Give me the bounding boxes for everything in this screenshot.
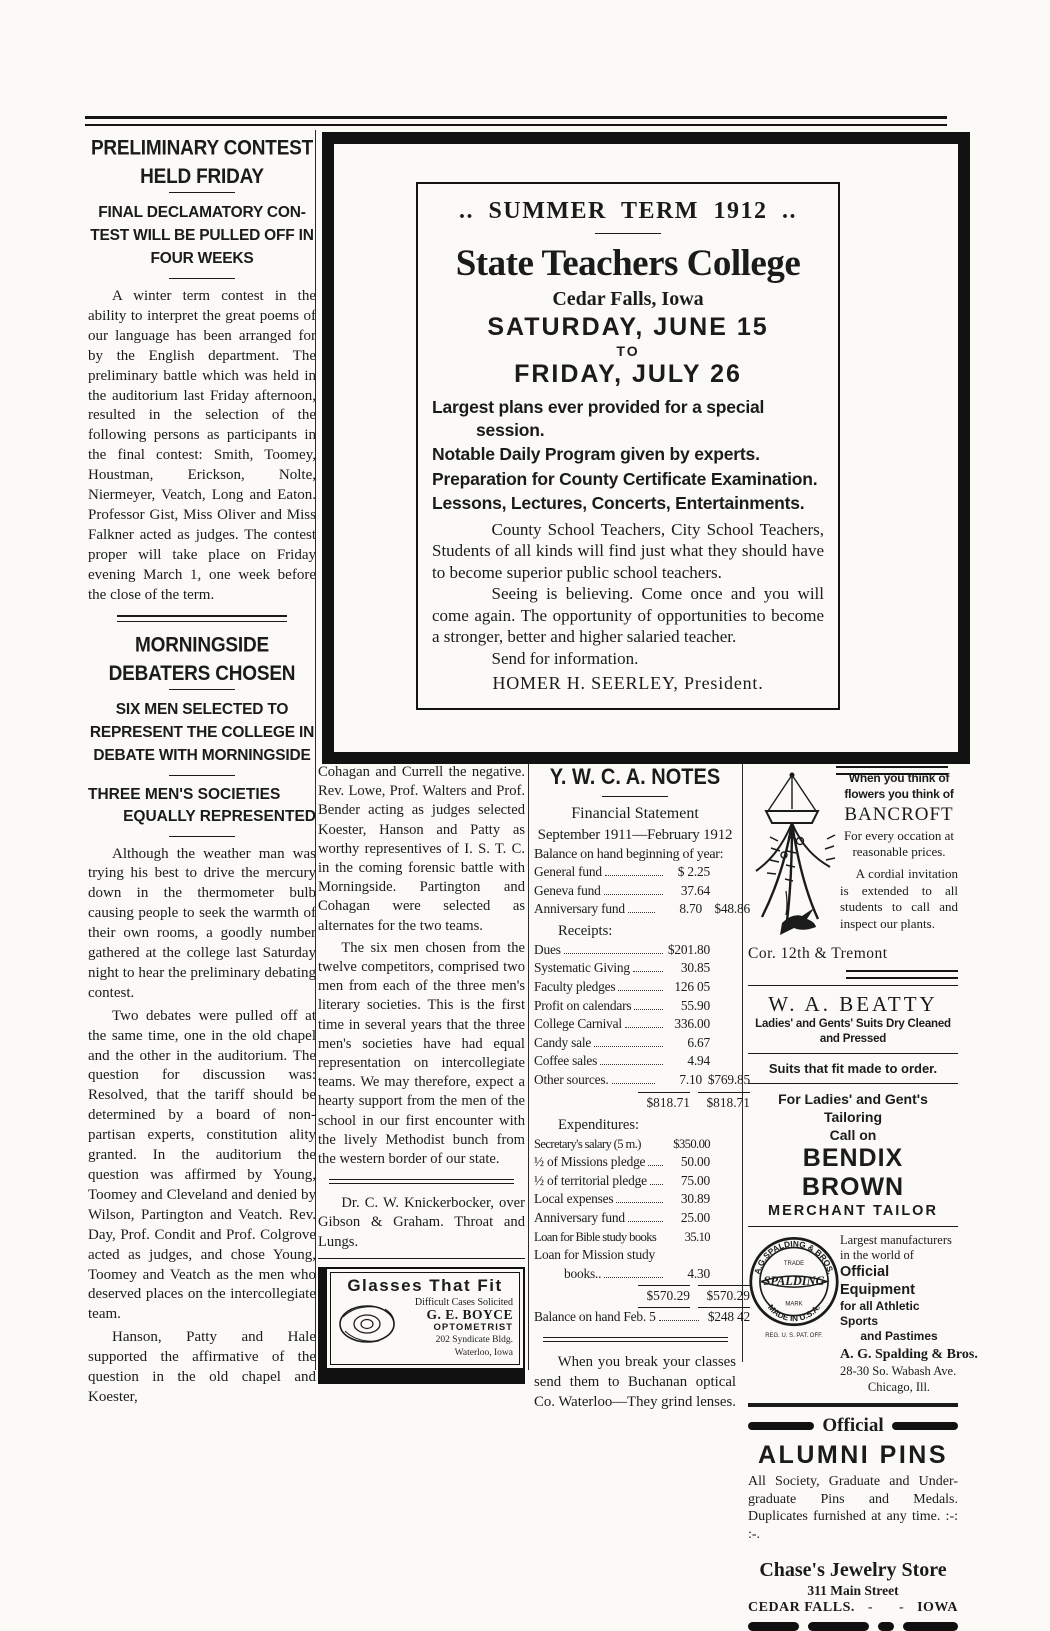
- amount-col-a: 7.10: [679, 1071, 702, 1087]
- dot-leader: [628, 912, 655, 913]
- beatty-line2: and Pressed: [819, 1033, 887, 1045]
- beatty-subline: Suits that fit made to order.: [768, 1061, 938, 1076]
- dot-leader: [605, 875, 663, 876]
- glasses-address1: 202 Syndicate Bldg.: [435, 1335, 513, 1346]
- dot-leader: [625, 1027, 663, 1028]
- article1-headline: PRELIMINARY CONTEST HELD FRIDAY: [90, 136, 314, 189]
- dash: -: [867, 1600, 874, 1615]
- dot-leader: [604, 894, 663, 895]
- glasses-ad-content: [337, 1297, 513, 1360]
- dot-leader: [616, 1202, 663, 1203]
- amount-col-a: 75.00: [680, 1172, 710, 1188]
- double-divider: [117, 615, 287, 622]
- row-label: Profit on calendars: [534, 997, 632, 1013]
- alumni-body: All Society, Graduate and Under-graduate Pins and Medals. Duplicates furnished at any time. :-: :-.: [748, 1474, 958, 1542]
- ad-paragraph: County School Teachers, City School Teachers, Students of all kinds will find just what they should have to become superior public school teachers.: [432, 519, 824, 582]
- amount-col-a: 6.67: [687, 1034, 710, 1050]
- store-city-row: [748, 1600, 958, 1616]
- financial-row: [534, 1228, 736, 1247]
- divider: [169, 775, 235, 776]
- article2-continuation-para2: The six men chosen from the twelve competitors, comprised two men from each of the three men's literary societies. This is the first time in several years that the three men's societies have had equal representation on intercollegiate teams. We may therefore, expect a hearty support from the men of the school in our first encounter with the lively Methodist bunch from the western border of our state.: [318, 939, 525, 1168]
- row-label: College Carnival: [534, 1016, 622, 1032]
- row-label: Secretary's salary (5 m.): [534, 1136, 641, 1151]
- bancroft-ad: [748, 771, 958, 939]
- official-label: Official: [822, 1415, 884, 1436]
- financial-row: [534, 1190, 736, 1209]
- row-label: Coffee sales: [534, 1053, 598, 1069]
- page-top-rule: [85, 116, 947, 126]
- row-label: ½ of Missions pledge: [534, 1154, 646, 1170]
- subhead2-line2: EQUALLY REPRESENTED: [123, 807, 316, 825]
- expenditure-rows: [534, 1135, 736, 1284]
- financial-row: [534, 1052, 736, 1071]
- shell-illustration: [337, 1297, 403, 1347]
- glasses-ad-face: [330, 1272, 520, 1366]
- dot-leader: [594, 1046, 663, 1047]
- rule: [748, 985, 958, 986]
- column-2: [318, 763, 525, 1384]
- dot-leader: [659, 1320, 699, 1321]
- bancroft-body: A cordial invitation is extended to all students to call and inspect our plants.: [840, 866, 958, 931]
- bancroft-name: BANCROFT: [844, 804, 954, 825]
- divider: [169, 836, 235, 837]
- ad-bullet-points: [432, 396, 824, 515]
- spalding-company: A. G. Spalding & Bros.: [840, 1347, 978, 1362]
- closing-balance-label: Balance on hand Feb. 5: [534, 1309, 656, 1325]
- divider: [169, 192, 235, 193]
- amount-col-a: $201.80: [667, 941, 710, 957]
- amount-col-a: 30.85: [680, 960, 710, 976]
- row-label: General fund: [534, 864, 602, 879]
- amount-col-a: 336.00: [674, 1016, 710, 1032]
- spalding-pastimes: and Pastimes: [860, 1329, 938, 1343]
- left-column: [88, 134, 316, 1411]
- optometrist-name: G. E. BOYCE: [426, 1307, 513, 1323]
- financial-row: [534, 1135, 736, 1154]
- ad-signature: HOMER H. SEERLEY, President.: [492, 672, 764, 693]
- financial-row: [534, 1209, 736, 1228]
- double-divider: [543, 1337, 728, 1342]
- row-label: books..: [564, 1265, 602, 1281]
- dot-leader: [633, 971, 663, 972]
- glasses-ad-title: Glasses That Fit: [347, 1275, 503, 1295]
- ad-point: Largest plans ever provided for a special session.: [432, 397, 765, 440]
- ywca-column: [534, 763, 750, 1415]
- column-rule-mid: [528, 762, 529, 1370]
- ad-point: Notable Daily Program given by experts.: [432, 444, 760, 464]
- row-label: Loan for Mission study: [534, 1247, 655, 1263]
- store-state: IOWA: [917, 1600, 958, 1615]
- article1-body: A winter term contest in the ability to interpret the great poems of our language has been arranged for by the English department. The preliminary battle which was held in the auditorium last Friday afternoon, resulted in the selection of the following persons as participants in the final contest: Smith, Toomey, Houstman, Erickson, Nolte, Niermeyer, Veatch, Long and Eaton. Professor Gist, Miss Oliver and Miss Falkner acted as judges. The contest proper will take place on Friday evening March 1, one week before the close of the term.: [88, 288, 316, 603]
- article2-para3: Hanson, Patty and Hale supported the affirmative of the question in the old chapel and Koester,: [88, 1329, 316, 1405]
- total-col-a: $570.29: [638, 1285, 690, 1308]
- bottom-segmented-bar: [748, 1622, 958, 1631]
- beatty-line1: Ladies' and Gents' Suits Dry Cleaned: [755, 1018, 951, 1030]
- amount-col-a: $350.00: [673, 1136, 710, 1151]
- store-city: CEDAR FALLS.: [748, 1600, 855, 1615]
- financial-row: [534, 978, 736, 997]
- spalding-line1: Largest manufacturers in the world of: [840, 1233, 952, 1262]
- summer-term-ad: [322, 132, 970, 764]
- college-city: Cedar Falls, Iowa: [552, 288, 704, 310]
- dot-leader: [612, 1083, 655, 1084]
- row-label: Anniversary fund: [534, 1209, 625, 1225]
- spalding-address: 28-30 So. Wabash Ave.: [840, 1364, 957, 1378]
- divider: [169, 278, 235, 279]
- amount-col-b: $48.86: [714, 901, 750, 917]
- rule: [748, 1083, 958, 1084]
- dot-leader: [618, 990, 663, 991]
- total-col-a: $818.71: [638, 1092, 690, 1113]
- bendix-subtitle: MERCHANT TAILOR: [768, 1203, 938, 1219]
- rule: [318, 1258, 525, 1259]
- spalding-text: [840, 1233, 978, 1395]
- receipts-rows: [534, 941, 750, 1090]
- divider: [169, 689, 235, 690]
- glasses-ad-text: [403, 1297, 513, 1360]
- dot-leader: [600, 1064, 663, 1065]
- ywca-headline: Y. W. C. A. NOTES: [549, 765, 721, 790]
- optometrist-role: OPTOMETRIST: [433, 1321, 513, 1333]
- bendix-call-on: Call on: [829, 1127, 877, 1143]
- amount-col-a: $ 2.25: [677, 864, 710, 879]
- article2-para1: Although the weather man was trying his best to drive the mercury down in the thermometer bulb causing people to seek the warmth of their own rooms, a goodly number gathered at the college last Saturday night to hear the preliminary debating contest.: [88, 845, 316, 1001]
- row-label: Systematic Giving: [534, 960, 630, 976]
- subhead2-line1: THREE MEN'S SOCIETIES: [88, 785, 281, 803]
- rule: [748, 1053, 958, 1054]
- financial-row: [534, 959, 736, 978]
- opening-balance-label: Balance on hand beginning of year:: [534, 847, 724, 862]
- amount-col-a: 4.30: [687, 1265, 710, 1281]
- buchanan-notice: When you break your classes send them to Buchanan optical Co. Waterloo—They grind lenses.: [534, 1353, 736, 1410]
- svg-text:A.G.SPALDING & BROS.: A.G.SPALDING & BROS.: [752, 1239, 836, 1276]
- amount-col-a: 8.70: [679, 901, 702, 917]
- ad-title: .. SUMMER TERM 1912 ..: [459, 198, 797, 224]
- expenditures-total-row: [534, 1285, 750, 1308]
- dot-leader: [634, 1009, 663, 1010]
- doctor-notice: Dr. C. W. Knickerbocker, over Gibson & Graham. Throat and Lungs.: [318, 1195, 525, 1250]
- jewelry-store-name: Chase's Jewelry Store: [759, 1559, 947, 1581]
- financial-row: [534, 1172, 736, 1191]
- glasses-solicit: Difficult Cases Solicited: [414, 1296, 513, 1308]
- article2-para2: Two debates were pulled off at the same time, one in the old chapel and the other in the auditorium. The question for discussion was: Resolved, that the tariff should be determined by a board of non-partisan experts, constitution ality granted. In the auditorium the question was affirmed by Young, Toomey and Cleveland and denied by Wilson, Partington and Veatch. Rev. Day, Prof. Condit and Prof. Colgrove acted as judges, and chose Young, Toomey and Veatch as the men who deserved places on the intercollegiate team.: [88, 1007, 316, 1323]
- college-name: State Teachers College: [455, 243, 801, 284]
- banner-bar-left: [748, 1422, 814, 1430]
- financial-row: [534, 863, 736, 882]
- article2-subhead: SIX MEN SELECTED TO REPRESENT THE COLLEGE IN DEBATE WITH MORNINGSIDE: [89, 700, 315, 764]
- financial-row: [534, 900, 750, 919]
- financial-row: [534, 997, 736, 1016]
- amount-col-a: 25.00: [680, 1209, 710, 1225]
- svg-text:MADE IN U.S.A.: MADE IN U.S.A.: [766, 1302, 822, 1324]
- spalding-logo: [748, 1233, 840, 1343]
- dot-leader: [604, 1277, 663, 1278]
- total-col-b: $570.29: [698, 1285, 750, 1308]
- dot-leader: [650, 1184, 663, 1185]
- svg-text:TRADE: TRADE: [783, 1261, 805, 1267]
- amount-col-a: 4.94: [687, 1053, 710, 1069]
- amount-col-a: 55.90: [680, 997, 710, 1013]
- row-label: Geneva fund: [534, 882, 601, 898]
- ad-point: Lessons, Lectures, Concerts, Entertainments.: [432, 493, 805, 513]
- term-start-date: SATURDAY, JUNE 15: [487, 313, 769, 341]
- dot-leader: [628, 1221, 663, 1222]
- closing-balance-row: [534, 1308, 750, 1327]
- amount-col-a: 50.00: [680, 1154, 710, 1170]
- article2-headline: MORNINGSIDE DEBATERS CHOSEN: [108, 632, 296, 686]
- financial-row: [534, 1153, 736, 1172]
- financial-row: [534, 1034, 736, 1053]
- right-ads-column: [748, 763, 978, 1631]
- financial-row: [534, 1015, 736, 1034]
- svg-text:MARK: MARK: [785, 1301, 803, 1308]
- section-rule: [846, 970, 958, 979]
- glasses-ad: [318, 1267, 525, 1385]
- bancroft-tagline: For every occation at reasonable prices.: [843, 828, 955, 859]
- thick-rule: [748, 1403, 958, 1407]
- alumni-pins-title: ALUMNI PINS: [758, 1441, 948, 1469]
- ad-point: Preparation for County Certificate Examination.: [432, 468, 818, 489]
- financial-row: [534, 1265, 736, 1284]
- bancroft-address: Cor. 12th & Tremont: [748, 945, 888, 962]
- statement-period: September 1911—February 1912: [537, 827, 733, 843]
- double-divider: [329, 1179, 514, 1184]
- glasses-address2: Waterloo, Iowa: [454, 1347, 513, 1358]
- expenditures-label: Expenditures:: [558, 1116, 640, 1133]
- amount-col-a: 37.64: [680, 882, 710, 898]
- svg-text:REG. U. S. PAT. OFF.: REG. U. S. PAT. OFF.: [765, 1332, 823, 1339]
- svg-text:SPALDING: SPALDING: [763, 1274, 825, 1289]
- amount-col-a: 126 05: [674, 978, 710, 994]
- amount-col-a: 35.10: [684, 1229, 710, 1244]
- summer-term-ad-box: [416, 182, 840, 710]
- row-label: Loan for Bible study books: [534, 1229, 657, 1244]
- row-label: Other sources.: [534, 1071, 609, 1087]
- banner-bar-right: [892, 1422, 958, 1430]
- row-label: Anniversary fund: [534, 901, 625, 917]
- financial-row: [534, 882, 736, 901]
- official-banner: [748, 1415, 958, 1437]
- row-label: Candy sale: [534, 1034, 592, 1050]
- ad-paragraph: Seeing is believing. Come once and you will come again. The opportunity of opportunities to become a stronger, better and higher salaried teacher.: [432, 584, 824, 646]
- ad-send-line: Send for information.: [491, 648, 639, 668]
- bendix-intro: For Ladies' and Gent's Tailoring: [778, 1091, 928, 1125]
- financial-statement-title: Financial Statement: [571, 805, 699, 822]
- divider: [602, 796, 668, 797]
- dot-leader: [648, 1165, 663, 1166]
- dot-leader: [564, 953, 663, 954]
- article2-subhead2: [88, 784, 316, 828]
- financial-row: [534, 1246, 736, 1265]
- receipts-total-row: [534, 1092, 750, 1113]
- spalding-city: Chicago, Ill.: [867, 1380, 931, 1394]
- article1-subhead: FINAL DECLAMATORY CON- TEST WILL BE PULLED OFF IN FOUR WEEKS: [90, 204, 314, 267]
- rule: [748, 1226, 958, 1227]
- row-label: Dues: [534, 941, 561, 957]
- column-rule-right: [742, 762, 743, 1362]
- spalding-sports: for all Athletic Sports: [840, 1299, 920, 1328]
- amount-col-a: 30.89: [680, 1191, 710, 1207]
- bancroft-text: [840, 771, 958, 939]
- opening-balance-rows: [534, 863, 750, 919]
- article2-continuation: Cohagan and Currell the negative. Rev. Lowe, Prof. Walters and Prof. Bender acting as judges selected Koester, Hanson and Patty as worthy representives of I. S. T. C. in the coming forensic battle with Morningside. Partington and Cohagan were selected as alternates for the two teams.: [318, 764, 525, 934]
- amount-col-b: $769.85: [707, 1071, 750, 1087]
- row-label: Faculty pledges: [534, 978, 616, 994]
- date-separator: TO: [616, 343, 640, 359]
- total-col-b: $818.71: [698, 1092, 750, 1113]
- fern-illustration: [748, 771, 836, 939]
- closing-balance-amount: $248 42: [707, 1309, 750, 1325]
- divider: [595, 233, 661, 234]
- bancroft-intro: When you think of flowers you think of: [844, 771, 954, 801]
- store-street: 311 Main Street: [807, 1583, 899, 1598]
- row-label: Local expenses: [534, 1191, 614, 1207]
- financial-row: [534, 1071, 750, 1090]
- row-label: ½ of territorial pledge: [534, 1172, 647, 1188]
- spalding-equipment: Official Equipment: [840, 1264, 915, 1298]
- dash: -: [898, 1600, 905, 1615]
- bendix-name: BENDIX BROWN: [801, 1144, 905, 1201]
- term-end-date: FRIDAY, JULY 26: [514, 360, 742, 388]
- receipts-label: Receipts:: [558, 922, 613, 939]
- beatty-name: W. A. BEATTY: [768, 992, 938, 1016]
- spalding-ad: [748, 1233, 978, 1395]
- financial-row: [534, 941, 736, 960]
